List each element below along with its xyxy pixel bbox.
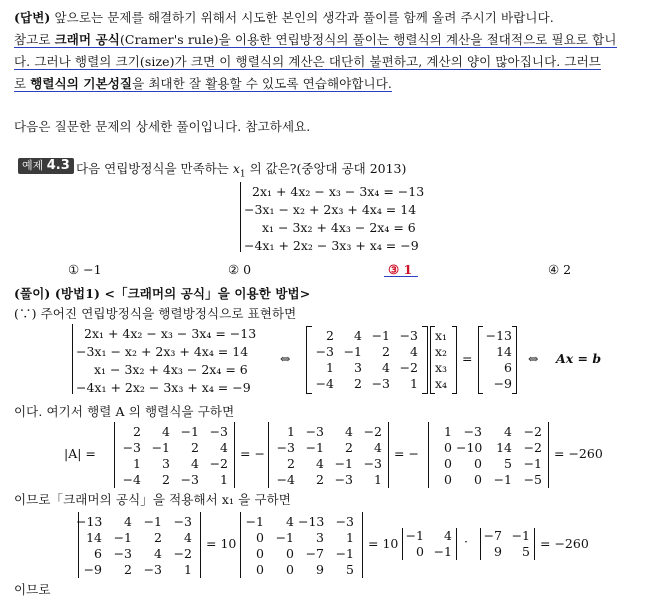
matrix-cell: −3 (305, 424, 324, 439)
system-eq-4: −4x₁ + 2x₂ − 3x₃ + x₄ = −9 (244, 238, 419, 253)
system-eq-3: x₁ − 3x₂ + 4x₃ − 2x₄ = 6 (262, 220, 416, 235)
matrix-cell: 9 (494, 544, 502, 559)
choice-3-correct: ③ 1 (388, 262, 413, 277)
matrix-cell: 4 (382, 360, 390, 375)
matrix-cell: −13 (76, 514, 103, 529)
matrix-cell: −3 (371, 376, 390, 391)
matrix-cell: −3 (113, 546, 132, 561)
vec-x-2: x₂ (435, 344, 448, 359)
matrix-cell: 14 (86, 530, 102, 545)
system2-eq-2: −3x₁ − x₂ + 2x₃ + 4x₄ = 14 (76, 344, 249, 359)
coef-10-b: = 10 (368, 536, 399, 551)
matrix-cell: −2 (209, 456, 228, 471)
matrix-cell: −4 (315, 376, 334, 391)
vec-b-4: −9 (493, 376, 512, 391)
matrix-cell: 4 (286, 514, 294, 529)
matrix-cell: 1 (410, 376, 418, 391)
matrix-cell: −13 (298, 514, 325, 529)
matrix-cell: 2 (191, 440, 199, 455)
det2-eq-neg: = − (394, 446, 419, 461)
system2-brace (72, 324, 73, 394)
matrix-cell: −4 (122, 472, 141, 487)
matrix-cell: −10 (456, 440, 483, 455)
choice-3-underline (384, 276, 418, 277)
matrix-cell: −3 (209, 424, 228, 439)
matrix-cell: 1 (220, 472, 228, 487)
matrix-cell: 2 (287, 456, 295, 471)
answer-line-2: 참고로 크래머 공식(Cramer's rule)을 이용한 연립방정식의 풀이는 행렬식의 계산을 절대적으로 필요로 합니 (14, 32, 617, 47)
solution-step-3: 이므로「크래머의 공식」을 적용해서 x₁ 을 구하면 (14, 492, 291, 507)
answer-line-1: (답변) 앞으로는 문제를 해결하기 위해서 시도한 본인의 생각과 풀이를 함께 올려 주시기 바랍니다. (14, 10, 554, 25)
matrix-cell: −3 (180, 472, 199, 487)
matrix-cell: 2 (133, 424, 141, 439)
matrix-cell: −5 (523, 472, 542, 487)
matrix-cell: 4 (162, 424, 170, 439)
choice-4: ④ 2 (548, 262, 572, 277)
dot-product: · (464, 534, 468, 549)
matrix-a-right-bracket (422, 326, 428, 394)
matrix-cell: −1 (151, 440, 170, 455)
matrix-cell: −2 (523, 424, 542, 439)
answer-line-4: 로 행렬식의 기본성질을 최대한 잘 활용할 수 있도록 연습해야합니다. (14, 76, 392, 91)
ax-equals-b: Ax = b (556, 351, 602, 366)
matrix-cell: 9 (316, 562, 324, 577)
small-a-right-bar (456, 528, 457, 560)
matrix-cell: −3 (335, 514, 354, 529)
det4-right-bar (200, 512, 201, 578)
system-brace (240, 182, 241, 252)
matrix-cell: −3 (122, 440, 141, 455)
matrix-cell: 4 (184, 530, 192, 545)
system-eq-1: 2x₁ + 4x₂ − x₃ − 3x₄ = −13 (252, 184, 425, 199)
solution-heading: (풀이) (방법1) <「크래머의 공식」을 이용한 방법> (14, 286, 311, 301)
solution-step-4: 이므로 (14, 582, 51, 597)
matrix-cell: −1 (143, 514, 162, 529)
vec-b-1: −13 (485, 328, 512, 343)
vec-b-2: 14 (496, 344, 512, 359)
matrix-cell: 0 (256, 562, 264, 577)
example-question: 다음 연립방정식을 만족하는 $x_1$ 의 값은?(중앙대 공대 2013) (76, 161, 407, 180)
matrix-cell: −2 (523, 440, 542, 455)
matrix-cell: 0 (256, 546, 264, 561)
matrix-cell: 4 (374, 440, 382, 455)
matrix-cell: −1 (180, 424, 199, 439)
coef-10-a: = 10 (206, 536, 237, 551)
matrix-cell: 4 (124, 514, 132, 529)
matrix-cell: −2 (363, 424, 382, 439)
vec-b-left-bracket (478, 326, 483, 394)
matrix-cell: −1 (305, 440, 324, 455)
matrix-cell: 4 (154, 546, 162, 561)
matrix-cell: 1 (346, 530, 354, 545)
matrix-cell: 4 (345, 424, 353, 439)
choice-2: ② 0 (228, 262, 252, 277)
matrix-cell: 0 (286, 562, 294, 577)
det1-eq-neg: = − (240, 446, 265, 461)
matrix-cell: 1 (133, 456, 141, 471)
matrix-cell: −1 (511, 528, 530, 543)
det-a-label: |A| = (64, 446, 96, 461)
vec-b-right-bracket (512, 326, 517, 394)
iff-symbol-2: ⇔ (528, 351, 539, 366)
matrix-cell: 5 (346, 562, 354, 577)
matrix-cell: −1 (113, 530, 132, 545)
matrix-cell: 2 (326, 328, 334, 343)
matrix-cell: −1 (371, 328, 390, 343)
system-eq-2: −3x₁ − x₂ + 2x₃ + 4x₄ = 14 (244, 202, 417, 217)
vec-x-right-bracket (452, 326, 457, 394)
answer-line-5: 다음은 질문한 문제의 상세한 풀이입니다. 참고하세요. (14, 119, 311, 134)
solution-step-2: 이다. 여기서 행렬 A 의 행렬식을 구하면 (14, 404, 235, 419)
matrix-cell: 4 (354, 328, 362, 343)
det-result: = −260 (554, 446, 603, 461)
det3-right-bar (548, 422, 549, 488)
iff-symbol-1: ⇔ (280, 351, 291, 366)
matrix-cell: −1 (523, 456, 542, 471)
matrix-cell: −3 (276, 440, 295, 455)
matrix-cell: 0 (474, 472, 482, 487)
choice-1: ① −1 (68, 262, 102, 277)
matrix-cell: −2 (399, 360, 418, 375)
matrix-cell: −1 (275, 530, 294, 545)
matrix-cell: 14 (496, 440, 512, 455)
matrix-cell: 2 (154, 530, 162, 545)
matrix-cell: 0 (444, 440, 452, 455)
det1-right-bar (234, 422, 235, 488)
matrix-cell: 4 (444, 528, 452, 543)
matrix-cell: −1 (334, 456, 353, 471)
matrix-cell: −4 (276, 472, 295, 487)
matrix-cell: 1 (184, 562, 192, 577)
matrix-cell: −1 (335, 546, 354, 561)
matrix-cell: 3 (354, 360, 362, 375)
matrix-cell: −3 (363, 456, 382, 471)
matrix-cell: −3 (315, 344, 334, 359)
matrix-cell: 0 (474, 456, 482, 471)
matrix-cell: −3 (399, 328, 418, 343)
det5-right-bar (362, 512, 363, 578)
small-b-right-bar (534, 528, 535, 560)
answer-label: (답변) (14, 10, 51, 25)
system2-eq-1: 2x₁ + 4x₂ − x₃ − 3x₄ = −13 (84, 326, 257, 341)
matrix-cell: 3 (316, 530, 324, 545)
vec-x-1: x₁ (435, 328, 448, 343)
det2-right-bar (388, 422, 389, 488)
matrix-cell: 4 (410, 344, 418, 359)
matrix-cell: −1 (405, 528, 424, 543)
equals-sign: = (462, 351, 473, 366)
matrix-cell: −2 (173, 546, 192, 561)
vec-b-3: 6 (504, 360, 512, 375)
vec-x-3: x₃ (435, 360, 448, 375)
matrix-cell: 5 (504, 456, 512, 471)
matrix-cell: 2 (345, 440, 353, 455)
matrix-cell: 0 (256, 530, 264, 545)
matrix-cell: 3 (162, 456, 170, 471)
matrix-cell: −3 (334, 472, 353, 487)
matrix-cell: −3 (463, 424, 482, 439)
det2-left-bar (268, 422, 269, 488)
solution-step-1: (∵) 주어진 연립방정식을 행렬방정식으로 표현하면 (14, 306, 297, 321)
matrix-cell: 5 (522, 544, 530, 559)
matrix-cell: 1 (326, 360, 334, 375)
matrix-cell: 4 (191, 456, 199, 471)
matrix-cell: 4 (316, 456, 324, 471)
matrix-cell: −3 (143, 562, 162, 577)
matrix-cell: −1 (493, 472, 512, 487)
matrix-cell: 1 (287, 424, 295, 439)
matrix-cell: 4 (504, 424, 512, 439)
matrix-cell: 2 (354, 376, 362, 391)
matrix-cell: 2 (382, 344, 390, 359)
matrix-cell: 0 (444, 456, 452, 471)
example-tag: 예제 4.3 (18, 158, 74, 174)
matrix-cell: 2 (124, 562, 132, 577)
matrix-cell: 6 (94, 546, 102, 561)
matrix-cell: −1 (343, 344, 362, 359)
matrix-cell: −3 (173, 514, 192, 529)
det1-left-bar (114, 422, 115, 488)
matrix-cell: −9 (83, 562, 102, 577)
vec-x-4: x₄ (435, 376, 448, 391)
matrix-cell: 2 (316, 472, 324, 487)
matrix-cell: 2 (162, 472, 170, 487)
matrix-cell: −1 (245, 514, 264, 529)
x1-result: = −260 (540, 536, 589, 551)
matrix-cell: −1 (433, 544, 452, 559)
matrix-cell: −7 (483, 528, 502, 543)
system2-eq-4: −4x₁ + 2x₂ − 3x₃ + x₄ = −9 (76, 380, 251, 395)
system2-eq-3: x₁ − 3x₂ + 4x₃ − 2x₄ = 6 (94, 362, 248, 377)
matrix-cell: 4 (220, 440, 228, 455)
matrix-cell: 0 (444, 472, 452, 487)
matrix-cell: −7 (305, 546, 324, 561)
matrix-cell: 1 (444, 424, 452, 439)
answer-line-3: 다. 그러나 행렬의 크기(size)가 크면 이 행렬식의 계산은 대단히 불편하고, 계산의 양이 많아집니다. 그러므 (14, 54, 601, 69)
matrix-cell: 1 (374, 472, 382, 487)
matrix-cell: 0 (416, 544, 424, 559)
matrix-cell: 0 (286, 546, 294, 561)
